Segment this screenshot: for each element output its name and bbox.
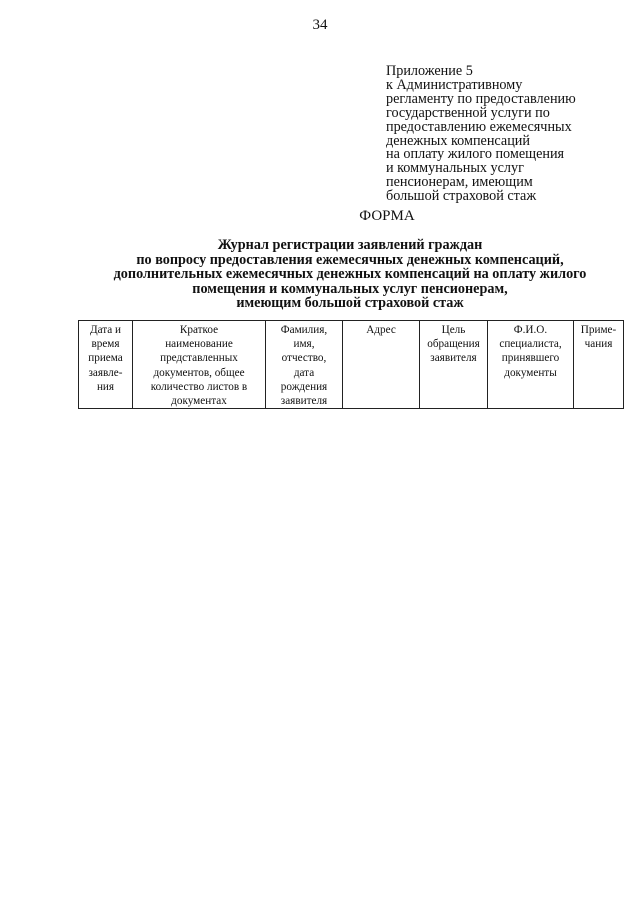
column-header-line: принявшего [501,352,560,365]
column-header-applicant-name [266,321,343,409]
appendix-line: пенсионерам, имеющим [386,174,533,191]
column-header-line: приема [88,352,123,365]
appendix-line: на оплату жилого помещения [386,146,565,163]
column-header-line: Краткое [179,324,219,336]
appendix-line: большой страховой стаж [386,188,537,205]
appendix-line: государственной услуги по [386,104,550,121]
column-header-line: заявителя [280,395,328,408]
column-header-line: Адрес [366,324,396,336]
column-header-line: Дата и [89,324,122,336]
column-header-date-time [79,321,133,409]
column-header-specialist [488,321,574,409]
table-header-row [79,321,624,409]
column-header-notes [574,321,624,409]
page-number: 34 [312,17,328,33]
column-header-line: Ф.И.О. [513,324,548,336]
column-header-line: время [91,338,120,351]
journal-title [60,238,640,311]
column-header-line: документов, общее [153,366,245,379]
journal-title-line: помещения и коммунальных услуг пенсионерам, [192,280,508,297]
column-header-address [343,321,420,409]
column-header-line: Фамилия, [280,324,328,336]
column-header-line: документах [171,395,227,408]
journal-title-line: имеющим большой страховой стаж [236,295,464,311]
appendix-line: Приложение 5 [386,63,473,79]
appendix-line: к Административному [386,76,523,93]
column-header-line: Цель [441,324,466,336]
appendix-line: денежных компенсаций [386,132,530,149]
column-header-line: чания [584,338,613,351]
column-header-line: представленных [160,352,238,365]
journal-title-line: по вопросу предоставления ежемесячных денежных компенсаций, [136,251,564,268]
column-header-line: отчество, [281,352,327,365]
journal-title-line: Журнал регистрации заявлений граждан [217,237,483,253]
column-header-line: дата [293,366,315,379]
column-header-documents [133,321,266,409]
column-header-line: наименование [165,338,233,351]
column-header-line: количество листов в [150,380,248,393]
appendix-note [386,65,626,204]
column-header-line: ния [96,380,115,393]
column-header-line: документы [504,366,557,379]
column-header-line: Приме- [580,324,617,336]
column-header-line: заявле- [88,366,123,379]
column-header-line: заявителя [430,352,477,365]
form-label: ФОРМА [359,208,415,224]
appendix-line: предоставлению ежемесячных [386,118,572,135]
registration-table [78,320,624,409]
column-header-line: имя, [293,338,315,351]
column-header-purpose [420,321,488,409]
journal-title-line: дополнительных ежемесячных денежных компенсаций на оплату жилого [113,266,587,282]
column-header-line: специалиста, [499,338,562,351]
appendix-line: и коммунальных услуг [386,160,524,177]
column-header-line: обращения [427,338,480,351]
column-header-line: рождения [280,380,328,393]
appendix-line: регламенту по предоставлению [386,90,576,107]
